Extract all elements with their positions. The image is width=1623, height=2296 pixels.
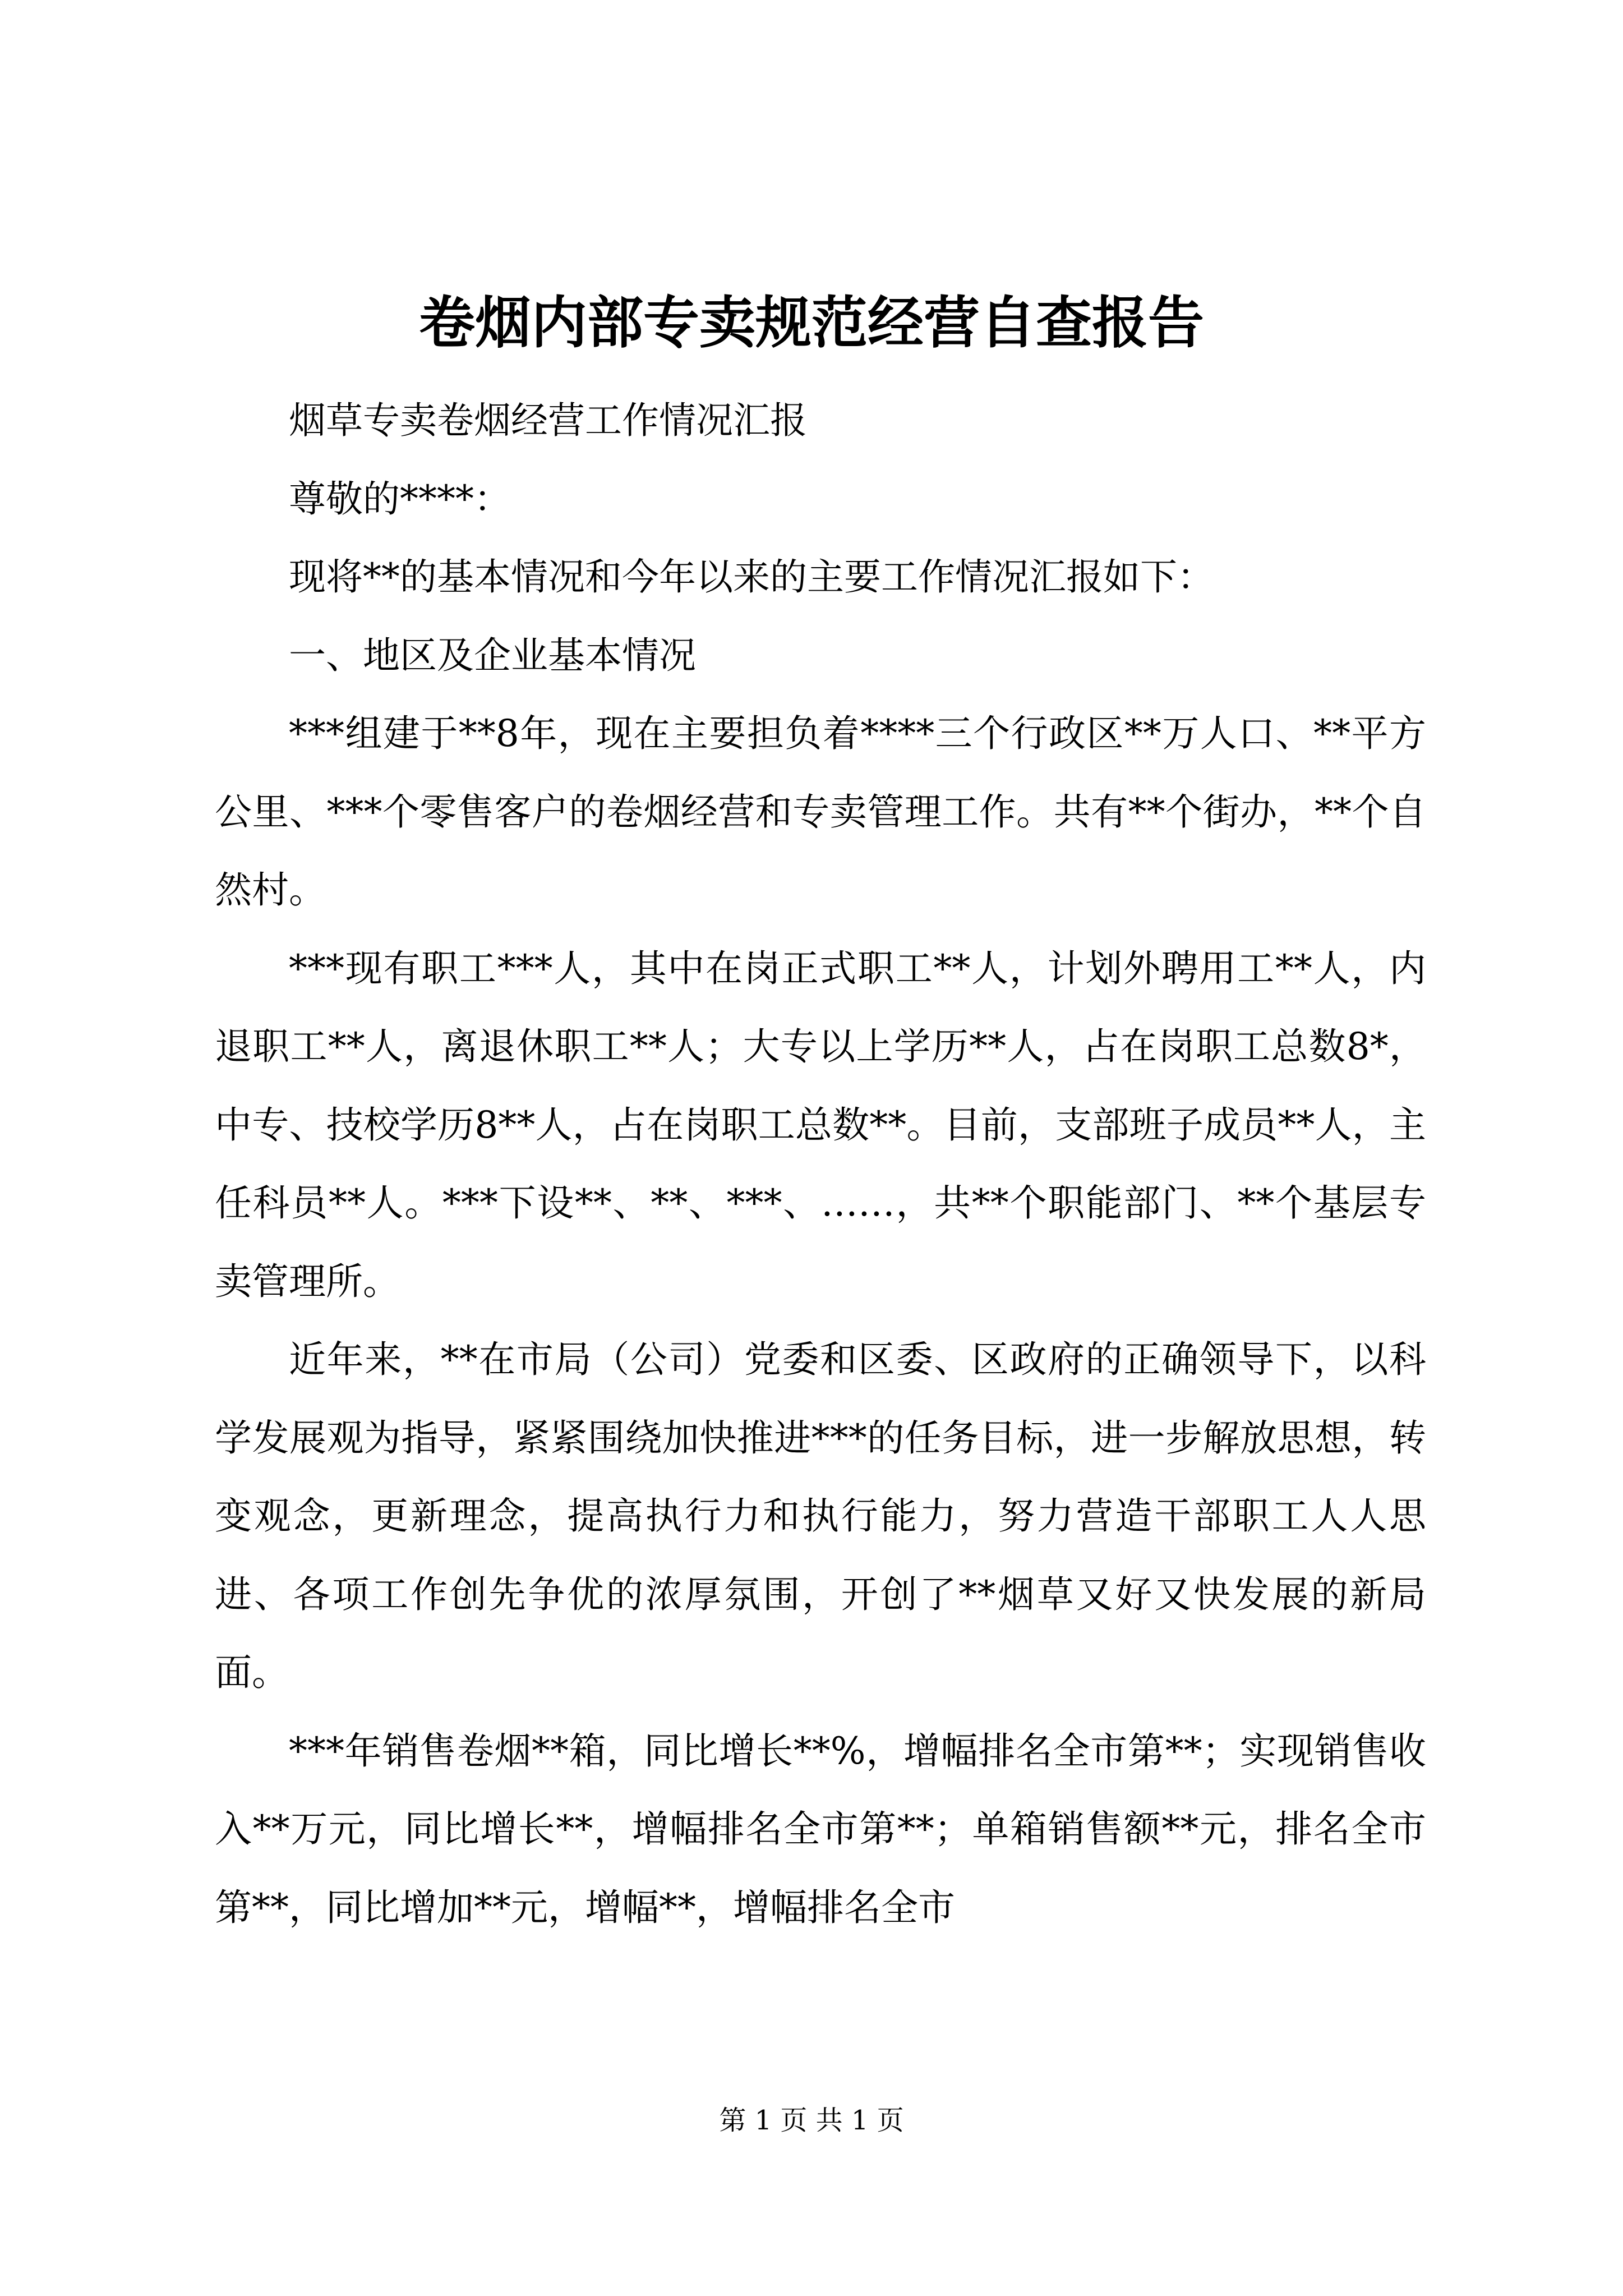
paragraph-recent-years: 近年来，**在市局（公司）党委和区委、区政府的正确领导下，以科学发展观为指导，紧紧围绕加快推进***的任务目标，进一步解放思想，转变观念，更新理念，提高执行力和执行能力，努力营造干部职工人人思进、各项工作创先争优的浓厚氛围，开创了**烟草又好又快发展的新局面。 xyxy=(215,1338,1426,1694)
page-footer: 第 1 页 共 1 页 xyxy=(719,2105,904,2136)
paragraph-establishment: ***组建于**8年，现在主要担负着****三个行政区**万人口、**平方公里、***个零售客户的卷烟经营和专卖管理工作。共有**个街办，**个自然村。 xyxy=(215,712,1426,912)
paragraph-sales: ***年销售卷烟**箱，同比增长**%，增幅排名全市第**；实现销售收入**万元，同比增长**，增幅排名全市第**；单箱销售额**元，排名全市第**，同比增加**元，增幅**，增幅排名全市 xyxy=(215,1729,1426,1929)
salutation: 尊敬的****： xyxy=(289,477,511,521)
document-body xyxy=(215,381,1426,1947)
intro-paragraph: 现将**的基本情况和今年以来的主要工作情况汇报如下： xyxy=(289,555,1214,599)
document-title: 卷烟内部专卖规范经营自查报告 xyxy=(419,289,1204,356)
section-heading-1: 一、地区及企业基本情况 xyxy=(289,633,696,677)
paragraph-staff: ***现有职工***人，其中在岗正式职工**人，计划外聘用工**人，内退职工**人，离退休职工**人；大专以上学历**人，占在岗职工总数8*，中专、技校学历8**人，占在岗职工总数**。目前，支部班子成员**人，主任科员**人。***下设**、**、***、……，共**个职能部门、**个基层专卖管理所。 xyxy=(215,946,1426,1303)
report-subtitle: 烟草专卖卷烟经营工作情况汇报 xyxy=(289,399,807,442)
